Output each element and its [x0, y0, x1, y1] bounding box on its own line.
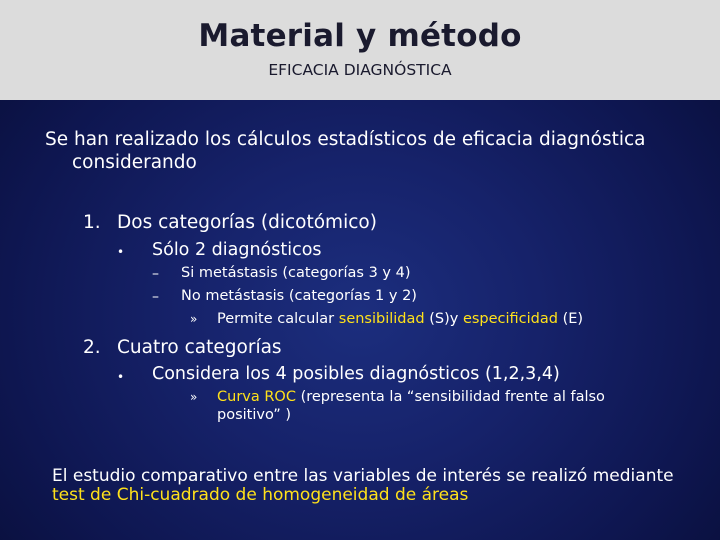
arrow-post-text: (E): [562, 311, 584, 327]
item-2-arrow-text: [217, 389, 605, 405]
item-2-bullet-text: Considera los 4 posibles diagnósticos (1,2,3,4): [152, 364, 560, 384]
item-2-text: Cuatro categorías: [117, 337, 282, 358]
item-2-number: 2.: [83, 337, 101, 358]
slide-header: [0, 0, 720, 100]
item-1-text: Dos categorías (dicotómico): [117, 212, 377, 233]
conclusion-line-2: test de Chi-cuadrado de homogeneidad de áreas: [52, 485, 469, 505]
sensibilidad-highlight: sensibilidad: [338, 311, 425, 327]
intro-line-1: Se han realizado los cálculos estadísticos de eficacia diagnóstica: [45, 129, 646, 150]
item-1-dash-1-text: Si metástasis (categorías 3 y 4): [181, 265, 411, 281]
slide-subtitle: EFICACIA DIAGNÓSTICA: [268, 61, 452, 79]
item-1-arrow-text: [217, 311, 583, 327]
item-1-dash-2-text: No metástasis (categorías 1 y 2): [181, 288, 417, 304]
item-1-number: 1.: [83, 212, 101, 233]
item-2-arrow-text-line-2: positivo” ): [217, 407, 292, 423]
item-2-bullet: •: [117, 370, 125, 384]
arrow-post-text-2: (representa la “sensibilidad frente al falso: [300, 389, 605, 405]
item-2-arrow: »: [190, 390, 198, 404]
item-1-bullet: •: [117, 245, 125, 259]
arrow-mid-text: (S)y: [429, 311, 459, 327]
slide-title: Material y método: [198, 18, 522, 54]
especificidad-highlight: especificidad: [462, 311, 558, 327]
item-1-dash-1: –: [152, 266, 159, 282]
item-1-dash-2: –: [152, 289, 159, 305]
item-1-bullet-text: Sólo 2 diagnósticos: [152, 240, 322, 260]
curva-roc-highlight: Curva ROC: [217, 389, 296, 405]
conclusion-line-1: El estudio comparativo entre las variables de interés se realizó mediante: [52, 466, 674, 486]
arrow-pre-text: Permite calcular: [217, 311, 335, 327]
item-1-arrow: »: [190, 312, 198, 326]
intro-line-2: considerando: [72, 152, 197, 173]
